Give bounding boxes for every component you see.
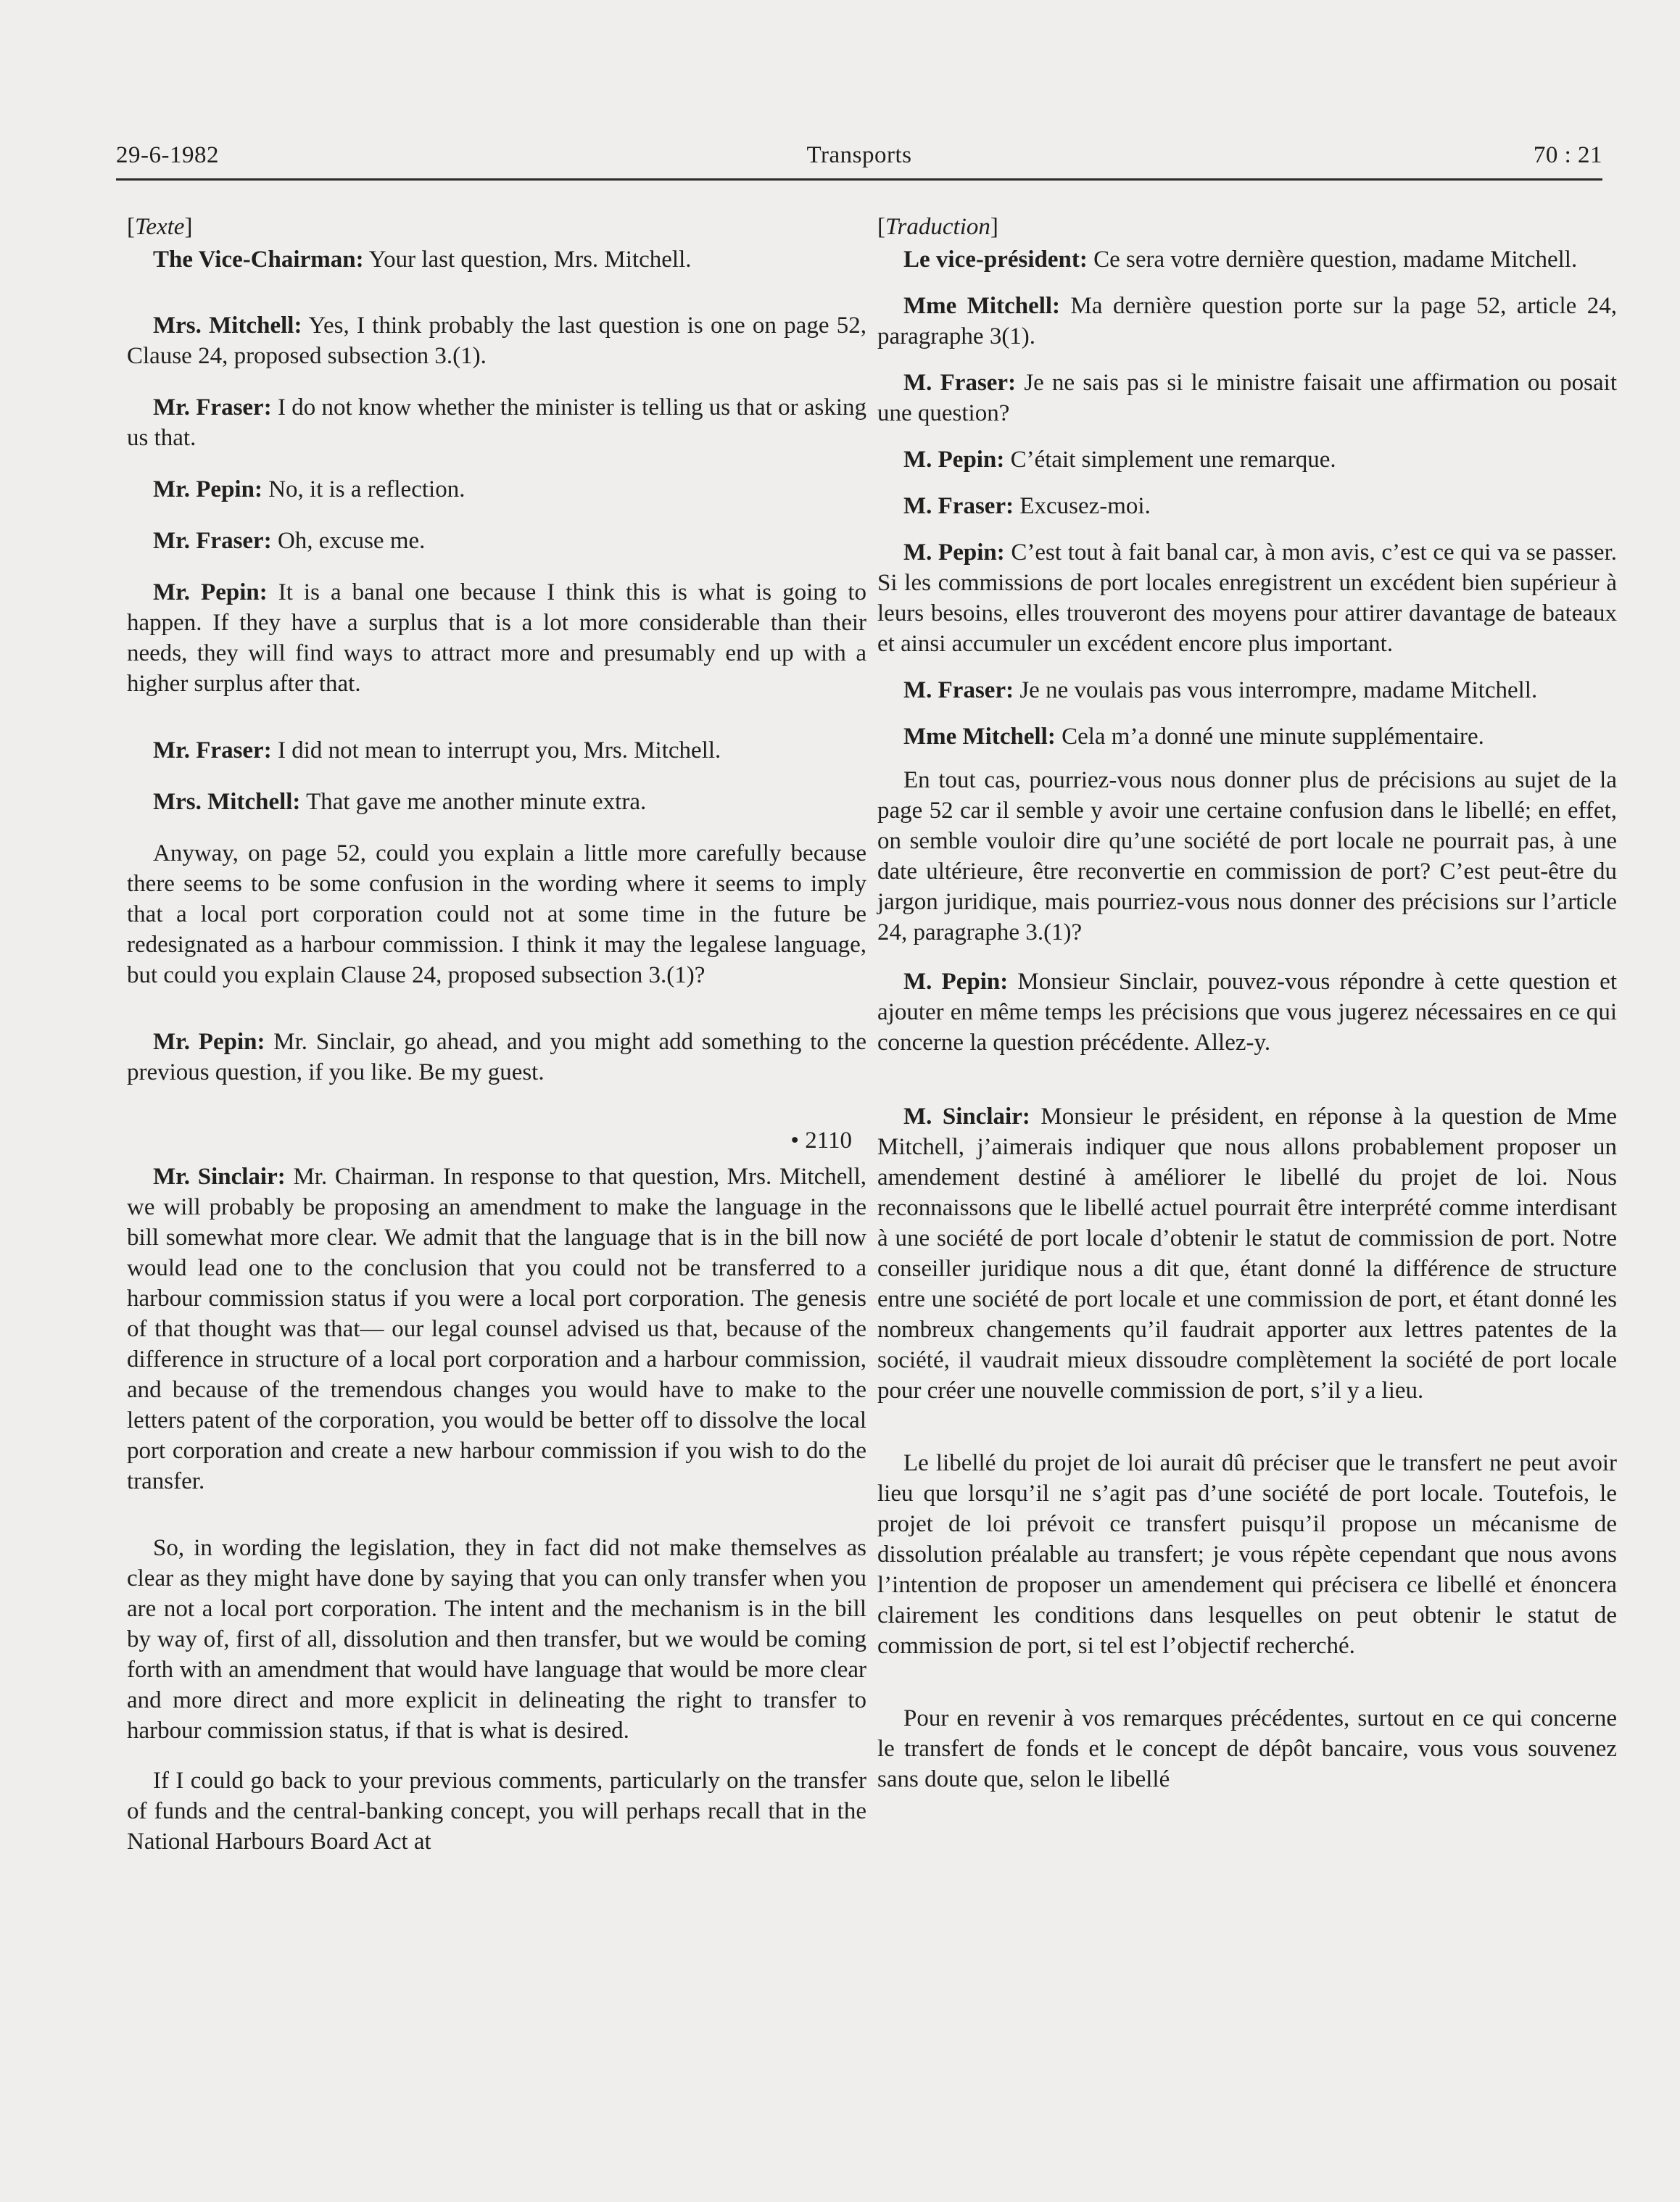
- paragraph: Mr. Fraser: I do not know whether the minister is telling us that or asking us that.: [127, 394, 866, 451]
- paragraph: Mr. Pepin: No, it is a reflection.: [153, 476, 465, 502]
- paragraph: Mrs. Mitchell: That gave me another minute extra.: [153, 789, 647, 815]
- paragraph: If I could go back to your previous comments, particularly on the transfer of funds and the central-banking concept, you will perhaps recall that in the National Harbours Board Act at: [127, 1768, 866, 1855]
- speaker-name: M. Sinclair:: [903, 1104, 1030, 1130]
- paragraph: M. Fraser: Je ne sais pas si le ministre faisait une affirmation ou posait une question?: [877, 370, 1617, 426]
- speaker-name: Mme Mitchell:: [903, 293, 1061, 319]
- speaker-name: M. Pepin:: [903, 969, 1009, 995]
- speaker-name: Mr. Fraser:: [153, 737, 272, 763]
- speaker-name: M. Pepin:: [903, 447, 1005, 473]
- english-column: [127, 212, 866, 1878]
- speaker-name: Mr. Sinclair:: [153, 1164, 286, 1190]
- speaker-name: Mr. Fraser:: [153, 528, 272, 554]
- paragraph: Mme Mitchell: Cela m’a donné une minute supplémentaire.: [903, 724, 1484, 750]
- speaker-name: M. Fraser:: [903, 677, 1014, 703]
- paragraph: M. Pepin: C’est tout à fait banal car, à mon avis, c’est ce qui va se passer. Si les commissions de port locales enregistrent un excédent bien supérieur à leurs besoins, elles trouveront des moyens pour attirer davantage de bateaux et ainsi accumuler un excédent encore plus important.: [877, 539, 1617, 657]
- paragraph: Le libellé du projet de loi aurait dû préciser que le transfert ne peut avoir lieu que lorsqu’il ne s’agit pas d’une société de port locale. Toutefois, le projet de loi prévoit ce transfert puisqu’il propose un mécanisme de dissolution préalable au transfert; je vous répète cependant que nous avons l’intention de proposer un amendement qui précisera ce libellé et énoncera clairement les conditions dans lesquelles on peut obtenir le statut de commission de port, si tel est l’objectif recherché.: [877, 1450, 1617, 1659]
- paragraph: M. Pepin: C’était simplement une remarque.: [903, 447, 1336, 473]
- speaker-name: Mr. Pepin:: [153, 1029, 265, 1055]
- paragraph: So, in wording the legislation, they in fact did not make themselves as clear as they might have done by saying that you can only transfer when you are not a local port corporation. The intent and the mechanism is in the bill by way of, first of all, dissolution and then transfer, but we would be coming forth with an amendment that would have language that would be more clear and more direct and more explicit in delineating the right to transfer to harbour commission status, if that is what is desired.: [127, 1535, 866, 1744]
- paragraph: Pour en revenir à vos remarques précédentes, surtout en ce qui concerne le transfert de fonds et le concept de dépôt bancaire, vous vous souvenez sans doute que, selon le libellé: [877, 1705, 1617, 1792]
- paragraph: Le vice-président: Ce sera votre dernière question, madame Mitchell.: [903, 247, 1578, 273]
- paragraph: En tout cas, pourriez-vous nous donner plus de précisions au sujet de la page 52 car il semble y avoir une certaine confusion dans le libellé; en effet, on semble vouloir dire qu’une société de port locale ne pourrait pas, à une date ultérieure, être reconvertie en commission de port? C’est peut-être du jargon juridique, mais pourriez-vous nous donner des précisions sur l’article 24, paragraphe 3.(1)?: [877, 767, 1617, 945]
- header-rule: [116, 178, 1602, 181]
- section-marker: [Traduction]: [877, 214, 998, 240]
- header-title: Transports: [806, 142, 912, 168]
- header-page-number: 70 : 21: [1533, 142, 1602, 168]
- speaker-name: Mme Mitchell:: [903, 724, 1056, 750]
- speaker-name: Mr. Fraser:: [153, 394, 272, 421]
- paragraph: The Vice-Chairman: Your last question, Mrs. Mitchell.: [153, 247, 692, 273]
- speaker-name: The Vice-Chairman:: [153, 247, 364, 273]
- paragraph: Mr. Fraser: Oh, excuse me.: [153, 528, 426, 554]
- page-header: [116, 142, 1602, 180]
- paragraph: Mr. Fraser: I did not mean to interrupt you, Mrs. Mitchell.: [153, 737, 721, 763]
- french-column: [877, 212, 1617, 1816]
- paragraph: Anyway, on page 52, could you explain a little more carefully because there seems to be some confusion in the wording where it seems to imply that a local port corporation could not at some time in the future be redesignated as a harbour commission. I think it may the legalese language, but could you explain Clause 24, proposed subsection 3.(1)?: [127, 840, 866, 988]
- speaker-name: Mrs. Mitchell:: [153, 312, 302, 339]
- paragraph: M. Pepin: Monsieur Sinclair, pouvez-vous répondre à cette question et ajouter en même temps les précisions que vous jugerez nécessaires en ce qui concerne la question précédente. Allez-y.: [877, 969, 1617, 1056]
- speaker-name: Mr. Pepin:: [153, 579, 268, 605]
- speaker-name: Mrs. Mitchell:: [153, 789, 301, 815]
- time-marker: • 2110: [790, 1127, 852, 1154]
- speaker-name: M. Pepin:: [903, 539, 1005, 566]
- speaker-name: Mr. Pepin:: [153, 476, 262, 502]
- paragraph: Mr. Sinclair: Mr. Chairman. In response to that question, Mrs. Mitchell, we will probably be proposing an amendment to make the language in the bill somewhat more clear. We admit that the language that is in the bill now would lead one to the conclusion that you could not be transferred to a harbour commission status if you were a local port corporation. The genesis of that thought was that— our legal counsel advised us that, because of the difference in structure of a local port corporation and a harbour commission, and because of the tremendous changes you would have to make to the letters patent of the corporation, you would be better off to dissolve the local port corporation and create a new harbour commission if you wish to do the transfer.: [127, 1164, 867, 1494]
- paragraph: Mr. Pepin: Mr. Sinclair, go ahead, and you might add something to the previous question, if you like. Be my guest.: [127, 1029, 866, 1085]
- paragraph: M. Fraser: Je ne voulais pas vous interrompre, madame Mitchell.: [903, 677, 1538, 703]
- paragraph: Mme Mitchell: Ma dernière question porte sur la page 52, article 24, paragraphe 3(1).: [877, 293, 1617, 349]
- section-marker: [Texte]: [127, 214, 193, 240]
- speaker-name: M. Fraser:: [903, 493, 1014, 519]
- paragraph: M. Sinclair: Monsieur le président, en réponse à la question de Mme Mitchell, j’aimerais indiquer que nous allons probablement proposer un amendement destiné à améliorer le libellé du projet de loi. Nous reconnaissons que le libellé actuel pourrait être interprété comme interdisant à une société de port locale d’obtenir le statut de commission de port. Notre conseiller juridique nous a dit que, étant donné la différence de structure entre une société de port locale et une commission de port, et étant donné les nombreux changements qu’il faudrait apporter aux lettres patentes de la société, il vaudrait mieux dissoudre complètement la société de port locale pour créer une nouvelle commission de port, s’il y a lieu.: [877, 1104, 1617, 1404]
- speaker-name: M. Fraser:: [903, 370, 1017, 396]
- speaker-name: Le vice-président:: [903, 247, 1088, 273]
- paragraph: M. Fraser: Excusez-moi.: [903, 493, 1151, 519]
- paragraph: Mr. Pepin: It is a banal one because I think this is what is going to happen. If they have a surplus that is a lot more considerable than their needs, they will find ways to attract more and presumably end up with a higher surplus after that.: [127, 579, 866, 697]
- paragraph: Mrs. Mitchell: Yes, I think probably the last question is one on page 52, Clause 24, proposed subsection 3.(1).: [127, 312, 866, 369]
- header-date: 29-6-1982: [116, 142, 219, 168]
